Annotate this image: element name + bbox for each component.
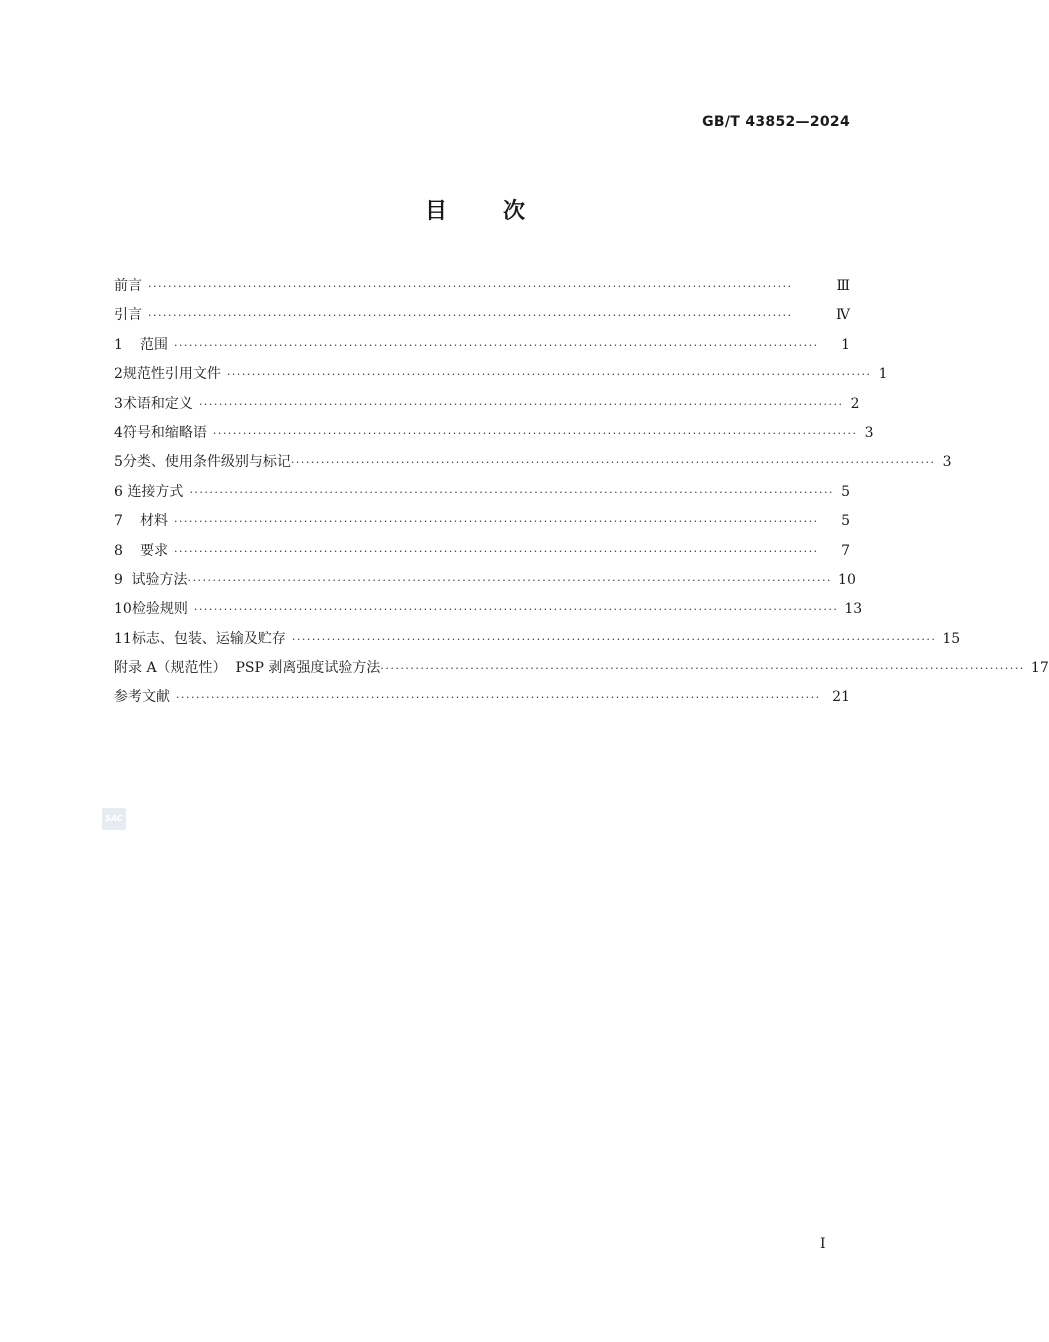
page-title-char-1: 目 xyxy=(424,199,447,224)
toc-entry-page: 17 xyxy=(1030,660,1049,677)
dot-leader: ································································································································· xyxy=(187,573,833,587)
toc-entry-title: 引言 xyxy=(114,307,142,324)
toc-entry-number: 8 xyxy=(114,542,123,559)
toc-entry-page: 21 xyxy=(832,689,850,706)
toc-entry-6[interactable] xyxy=(114,478,850,507)
dot-leader: ································································································································· xyxy=(148,309,793,323)
toc-entry-title: 材料 xyxy=(140,513,168,530)
toc-entry-11[interactable] xyxy=(114,625,961,654)
page-title xyxy=(0,194,950,225)
toc-entry-3[interactable] xyxy=(114,390,860,419)
dot-leader: ································································································································· xyxy=(189,485,834,499)
toc-entry-number: 4 xyxy=(114,424,123,441)
sac-logo-icon: SAC xyxy=(102,808,126,830)
toc-entry-foreword[interactable] xyxy=(114,272,850,301)
toc-entry-10[interactable] xyxy=(114,595,863,624)
toc-entry-bibliography[interactable] xyxy=(114,683,850,712)
toc-entry-introduction[interactable] xyxy=(114,301,850,330)
toc-entry-title: 范围 xyxy=(140,336,168,353)
toc-entry-number: 9 xyxy=(114,571,123,588)
toc-entry-7[interactable] xyxy=(114,507,850,536)
toc-entry-5[interactable] xyxy=(114,448,952,477)
toc-entry-page: 5 xyxy=(841,483,850,500)
toc-entry-page: 13 xyxy=(844,601,863,618)
toc-entry-number: 6 xyxy=(114,483,123,500)
toc-entry-title: 术语和定义 xyxy=(122,395,193,412)
toc-entry-page: 3 xyxy=(864,424,874,441)
toc-entry-number: 5 xyxy=(114,454,123,471)
dot-leader: ································································································································· xyxy=(290,456,936,470)
dot-leader: ································································································································· xyxy=(212,426,858,440)
toc-entry-title: 符号和缩略语 xyxy=(122,424,207,441)
toc-entry-9[interactable] xyxy=(114,566,856,595)
dot-leader: ································································································································· xyxy=(226,368,872,382)
dot-leader: ································································································································· xyxy=(174,515,819,529)
toc-entry-title: 分类、使用条件级别与标记 xyxy=(122,454,291,471)
dot-leader: ································································································································· xyxy=(174,338,819,352)
toc-entry-page: 7 xyxy=(841,542,850,559)
dot-leader: ································································································································· xyxy=(148,280,793,293)
toc-entry-page: 2 xyxy=(850,395,860,412)
page-number: I xyxy=(820,1236,826,1252)
toc-entry-number: 10 xyxy=(114,601,132,618)
toc-entry-title: 前言 xyxy=(114,278,142,294)
toc-entry-1[interactable] xyxy=(114,331,850,360)
toc-entry-title: 连接方式 xyxy=(127,483,184,500)
toc-entry-annex-a[interactable] xyxy=(114,654,1049,683)
dot-leader: ································································································································· xyxy=(291,632,937,646)
toc-entry-number: 3 xyxy=(114,395,123,412)
toc-entry-title: 标志、包装、运输及贮存 xyxy=(131,630,286,647)
toc-entry-page: 1 xyxy=(878,366,888,383)
toc-entry-number: 2 xyxy=(114,366,123,383)
toc-entry-page: 10 xyxy=(838,571,856,588)
toc-entry-title: 试验方法 xyxy=(131,571,188,588)
dot-leader: ································································································································· xyxy=(176,691,821,705)
toc-entry-page: 5 xyxy=(841,513,850,530)
toc-entry-title: 附录 A（规范性） PSP 剥离强度试验方法 xyxy=(114,660,381,677)
toc-entry-4[interactable] xyxy=(114,419,874,448)
toc-entry-number: 7 xyxy=(114,513,123,530)
toc-entry-page: 15 xyxy=(942,630,961,647)
dot-leader: ································································································································· xyxy=(198,397,844,411)
dot-leader: ································································································································· xyxy=(380,662,1025,676)
toc-entry-page: Ⅳ xyxy=(836,307,850,324)
toc-entry-page: 1 xyxy=(841,336,850,353)
toc-entry-page: Ⅲ xyxy=(836,278,850,294)
table-of-contents xyxy=(114,272,1049,713)
toc-entry-2[interactable] xyxy=(114,360,888,389)
toc-entry-title: 要求 xyxy=(140,542,168,559)
page-title-char-2: 次 xyxy=(503,199,526,224)
toc-entry-8[interactable] xyxy=(114,537,850,566)
toc-entry-page: 3 xyxy=(942,454,952,471)
dot-leader: ································································································································· xyxy=(174,544,819,558)
toc-entry-number: 11 xyxy=(114,630,132,647)
toc-entry-title: 参考文献 xyxy=(114,689,170,706)
dot-leader: ································································································································· xyxy=(193,603,839,617)
toc-entry-title: 规范性引用文件 xyxy=(122,366,221,383)
standard-code: GB/T 43852—2024 xyxy=(702,114,850,130)
toc-entry-number: 1 xyxy=(114,336,123,353)
toc-entry-title: 检验规则 xyxy=(131,601,188,618)
